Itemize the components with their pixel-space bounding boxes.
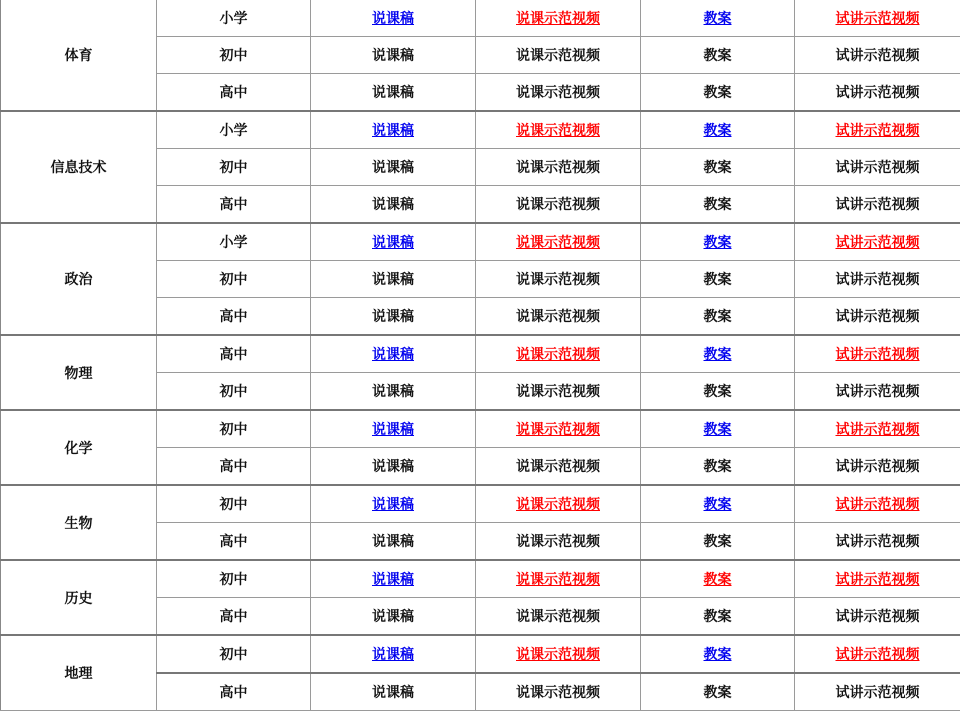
lesson-plan-link[interactable]: 教案: [703, 235, 732, 251]
level-cell: 初中: [157, 410, 311, 448]
lesson-plan-text: 教案: [703, 685, 732, 701]
lesson-plan-link[interactable]: 教案: [703, 11, 732, 27]
trial-teaching-video-text: 试讲示范视频: [835, 272, 920, 288]
lecture-demo-video-text: 说课示范视频: [516, 459, 600, 475]
lecture-demo-video-text: 说课示范视频: [516, 534, 600, 550]
lecture-demo-video-text: 说课示范视频: [516, 272, 600, 288]
lecture-draft-link[interactable]: 说课稿: [372, 422, 414, 438]
table-row: [1, 0, 960, 37]
lecture-draft-text: 说课稿: [372, 534, 414, 550]
trial-teaching-video-link[interactable]: 试讲示范视频: [835, 11, 920, 27]
trial-teaching-video-text: 试讲示范视频: [835, 609, 920, 625]
lecture-draft-text: 说课稿: [372, 272, 414, 288]
table-row: [1, 635, 960, 673]
lecture-demo-video-link[interactable]: 说课示范视频: [516, 123, 600, 139]
lesson-plan-link[interactable]: 教案: [703, 422, 732, 438]
lecture-demo-video-link[interactable]: 说课示范视频: [516, 235, 600, 251]
trial-teaching-video-link[interactable]: 试讲示范视频: [835, 235, 920, 251]
trial-teaching-video-link[interactable]: 试讲示范视频: [835, 497, 920, 513]
level-cell: 高中: [157, 298, 311, 336]
lecture-draft-text: 说课稿: [372, 609, 414, 625]
trial-teaching-video-text: 试讲示范视频: [835, 160, 920, 176]
lesson-plan-link[interactable]: 教案: [703, 647, 732, 663]
lecture-draft-link[interactable]: 说课稿: [372, 647, 414, 663]
lesson-plan-link[interactable]: 教案: [703, 347, 732, 363]
lesson-plan-text: 教案: [703, 48, 732, 64]
level-cell: 初中: [157, 373, 311, 411]
table-row: [1, 560, 960, 598]
lecture-demo-video-text: 说课示范视频: [516, 384, 600, 400]
level-cell: 小学: [157, 223, 311, 261]
lecture-demo-video-link[interactable]: 说课示范视频: [516, 11, 600, 27]
table-row: [1, 335, 960, 373]
subject-cell: 信息技术: [1, 111, 157, 223]
lesson-plan-link[interactable]: 教案: [703, 497, 732, 513]
lecture-demo-video-link[interactable]: 说课示范视频: [516, 347, 600, 363]
level-cell: 高中: [157, 448, 311, 486]
trial-teaching-video-text: 试讲示范视频: [835, 85, 920, 101]
lecture-demo-video-link[interactable]: 说课示范视频: [516, 422, 600, 438]
lecture-draft-text: 说课稿: [372, 459, 414, 475]
subject-cell: 政治: [1, 223, 157, 335]
lecture-demo-video-link[interactable]: 说课示范视频: [516, 497, 600, 513]
lesson-plan-text: 教案: [703, 309, 732, 325]
lesson-plan-text: 教案: [703, 160, 732, 176]
level-cell: 初中: [157, 635, 311, 673]
subject-cell: 化学: [1, 410, 157, 485]
lesson-plan-text: 教案: [703, 609, 732, 625]
lecture-demo-video-text: 说课示范视频: [516, 609, 600, 625]
lesson-plan-text: 教案: [703, 272, 732, 288]
lecture-draft-text: 说课稿: [372, 685, 414, 701]
lesson-plan-text: 教案: [703, 459, 732, 475]
level-cell: 初中: [157, 261, 311, 298]
lecture-draft-link[interactable]: 说课稿: [372, 235, 414, 251]
table-row: [1, 223, 960, 261]
lecture-draft-text: 说课稿: [372, 160, 414, 176]
lesson-plan-link[interactable]: 教案: [703, 123, 732, 139]
level-cell: 高中: [157, 186, 311, 224]
trial-teaching-video-text: 试讲示范视频: [835, 534, 920, 550]
level-cell: 高中: [157, 523, 311, 561]
lecture-draft-link[interactable]: 说课稿: [372, 123, 414, 139]
lecture-draft-text: 说课稿: [372, 309, 414, 325]
trial-teaching-video-text: 试讲示范视频: [835, 48, 920, 64]
level-cell: 高中: [157, 673, 311, 711]
subject-cell: 生物: [1, 485, 157, 560]
level-cell: 小学: [157, 111, 311, 149]
level-cell: 高中: [157, 335, 311, 373]
trial-teaching-video-text: 试讲示范视频: [835, 197, 920, 213]
level-cell: 初中: [157, 560, 311, 598]
lecture-demo-video-link[interactable]: 说课示范视频: [516, 572, 600, 588]
table-row: [1, 485, 960, 523]
lecture-draft-text: 说课稿: [372, 85, 414, 101]
lecture-draft-text: 说课稿: [372, 384, 414, 400]
lecture-demo-video-text: 说课示范视频: [516, 309, 600, 325]
lecture-demo-video-text: 说课示范视频: [516, 685, 600, 701]
lecture-draft-link[interactable]: 说课稿: [372, 497, 414, 513]
lecture-demo-video-text: 说课示范视频: [516, 48, 600, 64]
lecture-demo-video-text: 说课示范视频: [516, 85, 600, 101]
trial-teaching-video-link[interactable]: 试讲示范视频: [835, 647, 920, 663]
trial-teaching-video-text: 试讲示范视频: [835, 309, 920, 325]
lecture-draft-link[interactable]: 说课稿: [372, 11, 414, 27]
lecture-demo-video-link[interactable]: 说课示范视频: [516, 647, 600, 663]
subject-cell: 物理: [1, 335, 157, 410]
lecture-draft-link[interactable]: 说课稿: [372, 572, 414, 588]
lecture-draft-text: 说课稿: [372, 197, 414, 213]
level-cell: 初中: [157, 485, 311, 523]
lesson-plan-link[interactable]: 教案: [703, 572, 732, 588]
trial-teaching-video-text: 试讲示范视频: [835, 459, 920, 475]
table-row: [1, 410, 960, 448]
lesson-plan-text: 教案: [703, 197, 732, 213]
trial-teaching-video-text: 试讲示范视频: [835, 685, 920, 701]
trial-teaching-video-link[interactable]: 试讲示范视频: [835, 572, 920, 588]
trial-teaching-video-link[interactable]: 试讲示范视频: [835, 422, 920, 438]
trial-teaching-video-link[interactable]: 试讲示范视频: [835, 123, 920, 139]
level-cell: 高中: [157, 74, 311, 112]
trial-teaching-video-link[interactable]: 试讲示范视频: [835, 347, 920, 363]
trial-teaching-video-text: 试讲示范视频: [835, 384, 920, 400]
lecture-draft-link[interactable]: 说课稿: [372, 347, 414, 363]
lesson-plan-text: 教案: [703, 534, 732, 550]
lesson-plan-text: 教案: [703, 384, 732, 400]
subject-cell: 历史: [1, 560, 157, 635]
lesson-plan-text: 教案: [703, 85, 732, 101]
level-cell: 高中: [157, 598, 311, 636]
subject-cell: 地理: [1, 635, 157, 711]
lecture-draft-text: 说课稿: [372, 48, 414, 64]
lecture-demo-video-text: 说课示范视频: [516, 160, 600, 176]
level-cell: 小学: [157, 0, 311, 37]
table-row: [1, 111, 960, 149]
level-cell: 初中: [157, 37, 311, 74]
level-cell: 初中: [157, 149, 311, 186]
lecture-demo-video-text: 说课示范视频: [516, 197, 600, 213]
subject-cell: 体育: [1, 0, 157, 111]
